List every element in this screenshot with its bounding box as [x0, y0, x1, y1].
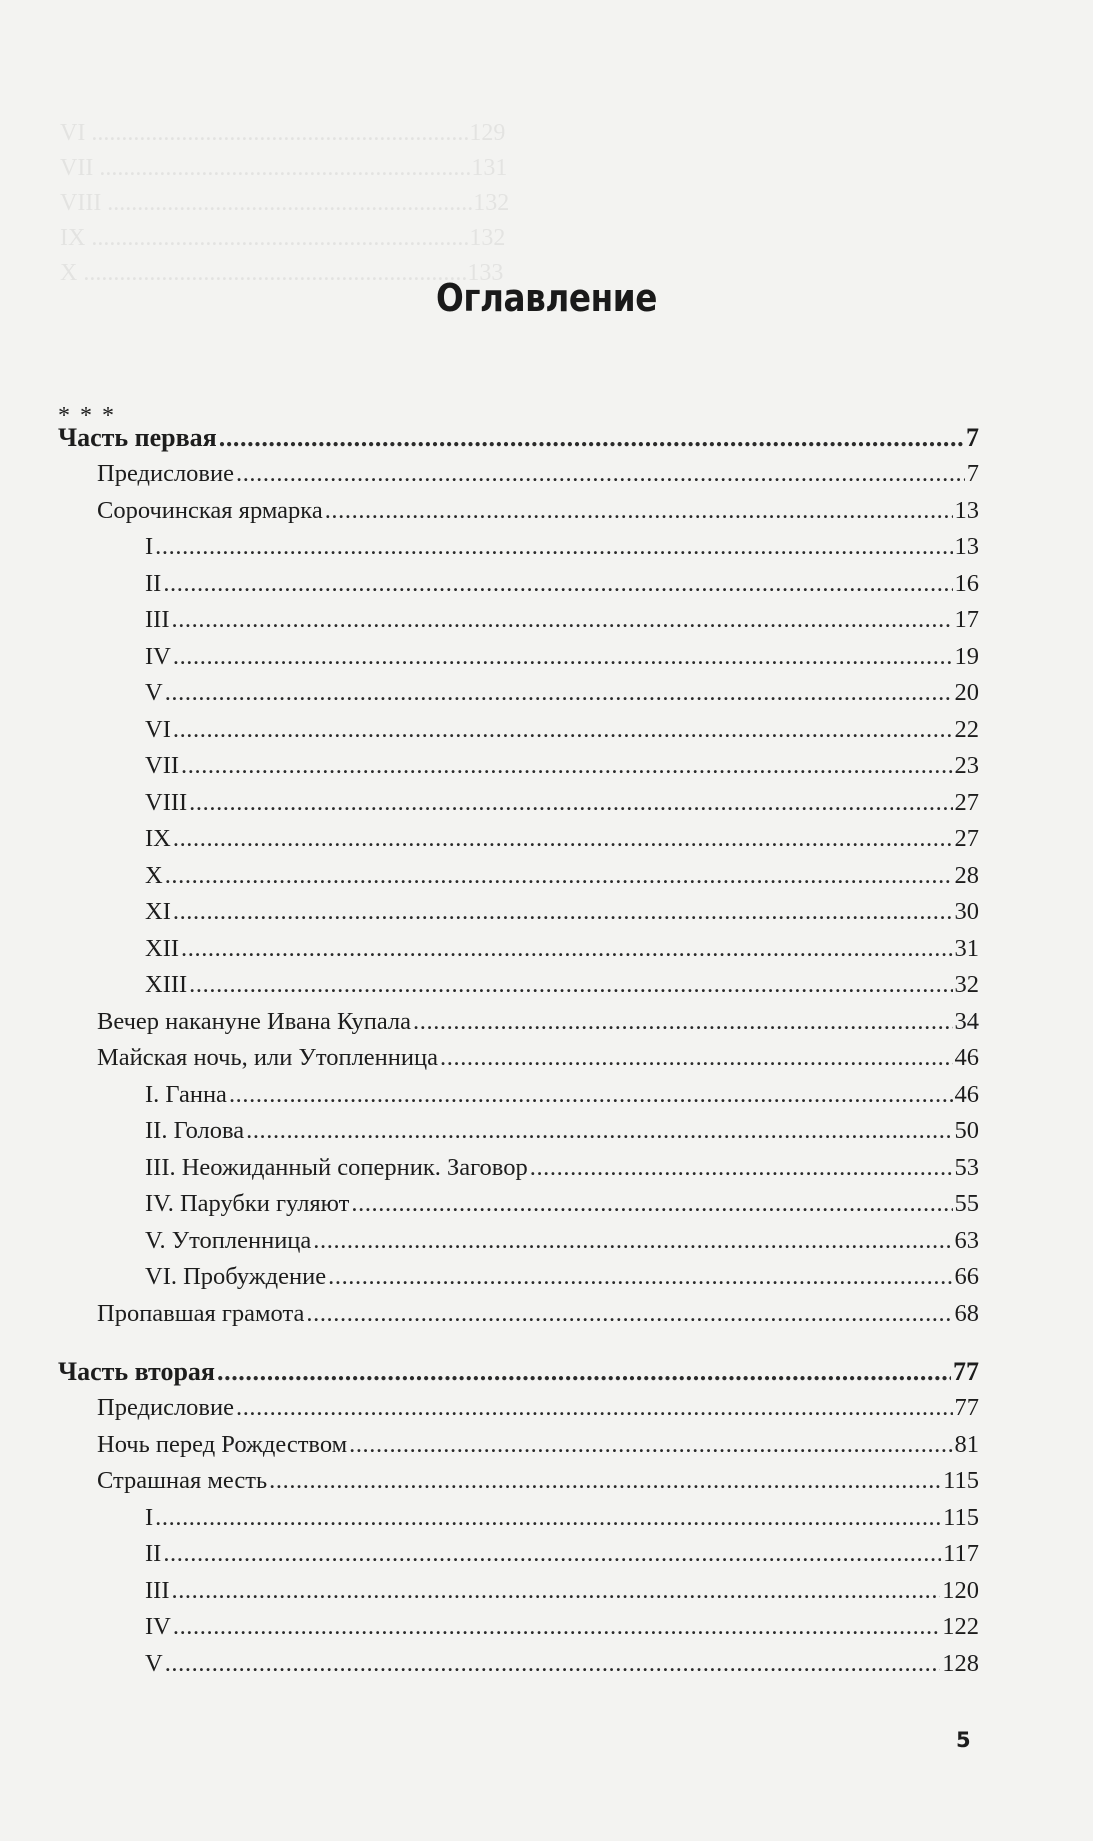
toc-leader-dots — [349, 1430, 952, 1460]
toc-leader-dots — [155, 532, 952, 562]
toc-entry-page: 46 — [954, 1044, 979, 1071]
toc-entry-title: Часть вторая — [58, 1357, 215, 1386]
toc-entry-page: 77 — [954, 1394, 979, 1421]
toc-entry — [145, 1189, 979, 1219]
toc-entry-title: VI — [145, 716, 171, 743]
toc-leader-dots — [189, 788, 952, 818]
toc-entry — [97, 1466, 979, 1496]
toc-entry-page: 81 — [954, 1431, 979, 1458]
toc-leader-dots — [246, 1116, 952, 1146]
toc-leader-dots — [413, 1007, 952, 1037]
toc-leader-dots — [306, 1299, 952, 1329]
toc-entry-title: III. Неожиданный соперник. Заговор — [145, 1154, 528, 1181]
toc-entry-title: VII — [145, 752, 180, 779]
toc-entry-page: 22 — [954, 716, 979, 743]
toc-part-entry — [58, 1357, 979, 1387]
toc-leader-dots — [440, 1043, 952, 1073]
toc-entry-title: Сорочинская ярмарка — [97, 497, 323, 524]
toc-leader-dots — [530, 1153, 953, 1183]
toc-entry-title: II. Голова — [145, 1117, 245, 1144]
toc-leader-dots — [155, 1503, 941, 1533]
toc-entry-title: X — [145, 862, 163, 889]
toc-part-entry — [58, 423, 979, 453]
toc-entry-page: 34 — [954, 1008, 979, 1035]
toc-entry-title: V — [145, 1650, 163, 1677]
toc-entry-page: 53 — [954, 1154, 979, 1181]
toc-entry-page: 16 — [954, 570, 979, 597]
toc-entry-page: 115 — [943, 1504, 979, 1531]
toc-leader-dots — [236, 1393, 953, 1423]
toc-entry-page: 63 — [954, 1227, 979, 1254]
toc-entry — [97, 459, 979, 489]
toc-entry — [145, 1576, 979, 1606]
toc-leader-dots — [173, 824, 953, 854]
toc-entry-title: XI — [145, 898, 171, 925]
toc-leader-dots — [189, 970, 952, 1000]
toc-leader-dots — [219, 423, 964, 453]
toc-entry — [145, 715, 979, 745]
toc-entry-page: 19 — [954, 643, 979, 670]
toc-entry-page: 68 — [954, 1300, 979, 1327]
toc-entry — [145, 824, 979, 854]
toc-entry-title: Предисловие — [97, 1394, 234, 1421]
toc-entry — [145, 1262, 979, 1292]
toc-entry-page: 117 — [943, 1540, 979, 1567]
toc-entry-page: 28 — [954, 862, 979, 889]
toc-entry-page: 32 — [954, 971, 979, 998]
section-separator: * * * — [58, 403, 116, 429]
toc-entry-title: Часть первая — [58, 423, 217, 452]
toc-entry-page: 50 — [954, 1117, 979, 1144]
toc-entry-title: IV — [145, 1613, 171, 1640]
toc-entry-title: IX — [145, 825, 171, 852]
toc-entry — [145, 1153, 979, 1183]
toc-entry-title: Страшная месть — [97, 1467, 268, 1494]
toc-leader-dots — [171, 605, 952, 635]
toc-entry-title: V. Утопленница — [145, 1227, 312, 1254]
toc-leader-dots — [236, 459, 965, 489]
toc-entry — [145, 861, 979, 891]
toc-entry — [145, 751, 979, 781]
toc-entry-page: 30 — [954, 898, 979, 925]
toc-entry — [145, 897, 979, 927]
toc-leader-dots — [165, 678, 953, 708]
toc-leader-dots — [173, 715, 953, 745]
toc-entry-title: I — [145, 1504, 154, 1531]
toc-entry-page: 55 — [954, 1190, 979, 1217]
toc-entry — [97, 1393, 979, 1423]
toc-leader-dots — [173, 1612, 940, 1642]
toc-entry-title: Предисловие — [97, 460, 234, 487]
toc-entry-title: XII — [145, 935, 180, 962]
toc-leader-dots — [165, 861, 953, 891]
toc-entry — [97, 1007, 979, 1037]
toc-entry-title: III — [145, 1577, 170, 1604]
toc-entry-page: 66 — [954, 1263, 979, 1290]
toc-leader-dots — [325, 496, 953, 526]
toc-entry-title: III — [145, 606, 170, 633]
toc-entry — [145, 1116, 979, 1146]
toc-entry-page: 120 — [942, 1577, 979, 1604]
toc-entry-title: IV — [145, 643, 171, 670]
toc-entry-title: IV. Парубки гуляют — [145, 1190, 350, 1217]
toc-leader-dots — [181, 934, 952, 964]
toc-leader-dots — [328, 1262, 952, 1292]
toc-entry-title: Майская ночь, или Утопленница — [97, 1044, 439, 1071]
toc-entry-page: 7 — [966, 423, 979, 452]
page-title: Оглавление — [436, 276, 657, 320]
toc-entry-title: Пропавшая грамота — [97, 1300, 305, 1327]
toc-leader-dots — [173, 642, 953, 672]
toc-leader-dots — [163, 1539, 941, 1569]
toc-leader-dots — [229, 1080, 953, 1110]
toc-entry-page: 115 — [943, 1467, 979, 1494]
toc-entry-title: VIII — [145, 789, 188, 816]
toc-entry-page: 7 — [966, 460, 979, 487]
toc-entry-page: 122 — [942, 1613, 979, 1640]
toc-entry — [145, 569, 979, 599]
toc-leader-dots — [181, 751, 952, 781]
toc-entry — [97, 1043, 979, 1073]
toc-leader-dots — [171, 1576, 940, 1606]
toc-entry — [145, 1539, 979, 1569]
toc-entry — [145, 788, 979, 818]
toc-entry — [145, 1503, 979, 1533]
toc-entry-title: Ночь перед Рождеством — [97, 1431, 348, 1458]
toc-entry — [145, 605, 979, 635]
toc-entry-page: 31 — [954, 935, 979, 962]
toc-entry — [145, 678, 979, 708]
toc-entry — [145, 1226, 979, 1256]
toc-leader-dots — [163, 569, 952, 599]
toc-entry-title: VI. Пробуждение — [145, 1263, 327, 1290]
page-number: 5 — [956, 1728, 971, 1752]
toc-entry — [97, 496, 979, 526]
toc-leader-dots — [173, 897, 953, 927]
toc-entry-page: 27 — [954, 789, 979, 816]
toc-entry-title: I — [145, 533, 154, 560]
toc-entry — [145, 1080, 979, 1110]
toc-entry-page: 27 — [954, 825, 979, 852]
toc-entry-title: V — [145, 679, 163, 706]
toc-leader-dots — [269, 1466, 941, 1496]
toc-entry-page: 46 — [954, 1081, 979, 1108]
toc-entry — [145, 934, 979, 964]
toc-entry — [97, 1430, 979, 1460]
toc-leader-dots — [165, 1649, 941, 1679]
toc-entry-page: 13 — [954, 533, 979, 560]
toc-entry — [145, 642, 979, 672]
toc-entry-title: XIII — [145, 971, 188, 998]
toc-leader-dots — [217, 1357, 951, 1387]
book-page: VI ...............................................................129 VII ..............................................................131 VIII .............................................................132 IX ...............................................................132 X ................................................................133 Оглавление * * * Часть первая ..... 7 Предисловие ..... 7 Сорочинская ярмарка ..... 13 I ..... 13 II ..... 16 III ..... 17 IV ..... 19 V ..... 20 VI ..... 22 VII ..... 23 VIII ..... 27 IX ..... 27 X ..... 28 XI ..... 30 XII ..... 31 XIII ..... 32 Вечер накануне Ивана Купала ..... 34 Майская ночь, или Утопленница ..... 46 I. Ганна ..... 46 II. Голова ..... 50 III. Неожиданный соперник. Заговор ..... 53 IV. Парубки гуляют ..... 55 V. Утопленница ..... 63 VI. Пробуждение ..... 66 Пропавшая грамота ..... 68 Часть вторая ..... 77 Предисловие ..... 77 Ночь перед Рождеством ..... 81 Страшная месть ..... 115 I ..... 115 II ..... 117 III ..... 120 IV ..... 122 V ..... 128 5 — [0, 0, 1093, 1841]
toc-entry — [145, 970, 979, 1000]
toc-entry-page: 13 — [954, 497, 979, 524]
toc-entry — [97, 1299, 979, 1329]
toc-entry-page: 20 — [954, 679, 979, 706]
toc-entry — [145, 532, 979, 562]
toc-entry-title: II — [145, 1540, 162, 1567]
toc-leader-dots — [313, 1226, 952, 1256]
toc-entry — [145, 1649, 979, 1679]
toc-entry — [145, 1612, 979, 1642]
toc-entry-title: II — [145, 570, 162, 597]
toc-leader-dots — [351, 1189, 952, 1219]
toc-entry-page: 17 — [954, 606, 979, 633]
toc-entry-title: I. Ганна — [145, 1081, 227, 1108]
toc-entry-page: 23 — [954, 752, 979, 779]
toc-entry-page: 128 — [942, 1650, 979, 1677]
toc-entry-page: 77 — [953, 1357, 979, 1386]
toc-entry-title: Вечер накануне Ивана Купала — [97, 1008, 412, 1035]
